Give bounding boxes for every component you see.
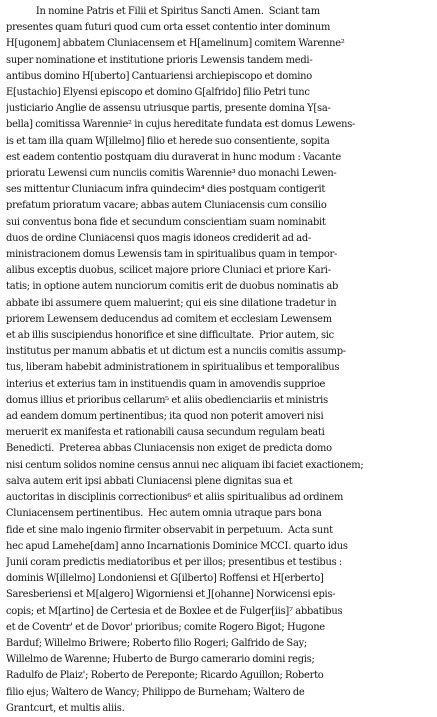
text-line: Saresberiensi et M[algero] Wigorniensi et J[ohanne] Norwicensi epis- — [6, 589, 336, 601]
text-line: hec apud Lamehe[dam] anno Incarnationis Dominice MCCI. quarto idus — [6, 540, 348, 552]
text-line: salva autem erit ipsi abbati Cluniacensi plene dignitas sua et — [6, 475, 293, 487]
text-line: ministracionem domus Lewensis tam in spiritualibus quam in tempor- — [6, 249, 338, 261]
text-line: dominis W[illelmo] Londoniensi et G[ilberto] Roffensi et H[erberto] — [6, 573, 324, 585]
text-line: super nominatione et institutione prioris Lewensis tandem medi- — [6, 54, 313, 66]
text-line: prioratu Lewensi cum nunciis comitis Warennie³ duo monachi Lewen- — [6, 168, 337, 180]
text-line: fide et sine malo ingenio firmiter observabit in perpetuum. Acta sunt — [6, 524, 333, 536]
text-line: institutus per manum abbatis et ut dictum est a nunciis comitis assump- — [6, 346, 346, 358]
text-line: bella] comitissa Warennie² in cujus hereditate fundata est domus Lewens- — [6, 119, 356, 131]
text-line: et ab illis suscipiendus honorifice et sine difficultate. Prior autem, sic — [6, 330, 334, 342]
text-line: priorem Lewensem deducendus ad comitem et ecclesiam Lewensem — [6, 313, 332, 325]
text-line: auctoritas in disciplinis correctionibus⁶ et aliis spiritualibus ad ordinem — [6, 492, 344, 504]
text-line: et de Coventr' et de Dovor' prioribus; comite Rogero Bigot; Hugone — [6, 621, 325, 633]
text-line: interius et exterius tam in instituendis quam in amovendis supprioe — [6, 378, 326, 390]
text-line: alibus exceptis duobus, scilicet majore priore Cluniaci et priore Kari- — [6, 265, 331, 277]
text-line: nisi centum solidos nomine census annui nec aliquam ibi faciet exactionem; — [6, 459, 364, 471]
text-line: Cluniacensem pertinentibus. Hec autem omnia utraque pars bona — [6, 508, 322, 520]
text-line: Barduf; Willelmo Briwere; Roberto filio Rogeri; Galfrido de Say; — [6, 637, 307, 649]
text-line: sui conventus bona fide et secundum conscientiam suam nominabit — [6, 216, 326, 228]
text-line: antibus domino H[uberto] Cantuariensi archiepiscopo et domino — [6, 70, 312, 82]
text-line: est eadem contentio postquam diu duraverat in hunc modum : Vacante — [6, 151, 341, 163]
text-line: Junii coram predictis mediatoribus et per illos; presentibus et testibus : — [6, 556, 342, 568]
text-line: copis; et M[artino] de Certesia et de Boxlee et de Fulger[iis]⁷ abbatibus — [6, 605, 343, 617]
text-line: tus, liberam habebit administrationem in spiritualibus et temporalibus — [6, 362, 340, 374]
text-line: ad eandem domum pertinentibus; ita quod non poterit amoveri nisi — [6, 411, 324, 423]
text-line: is et tam illa quam W[illelmo] filio et herede suo consentiente, sopita — [6, 135, 330, 147]
text-line: ses mittentur Cluniacum infra quindecim⁴ dies postquam contigerit — [6, 184, 326, 196]
text-line: duos de ordine Cluniacensi quos magis idoneos crediderit ad ad- — [6, 232, 312, 244]
text-line: tatis; in optione autem nunciorum comitis erit de duobus nominatis ab — [6, 281, 339, 293]
text-line: filio ejus; Waltero de Wancy; Philippo de Burneham; Waltero de — [6, 686, 305, 698]
text-line: presentes quam futuri quod cum orta esset contentio inter dominum — [6, 22, 331, 34]
text-line: In nomine Patris et Filii et Spiritus Sancti Amen. Sciant tam — [6, 6, 320, 17]
text-line: E[ustachio] Elyensi episcopo et domino G[alfrido] filio Petri tunc — [6, 87, 310, 99]
text-line: justiciario Anglie de assensu utriusque partis, presente domina Y[sa- — [6, 103, 331, 115]
text-line: Radulfo de Plaiz'; Roberto de Pereponte; Ricardo Aguillon; Roberto — [6, 670, 324, 682]
text-line: abbate ibi assumere quem maluerint; qui eis sine dilatione tradetur in — [6, 297, 337, 309]
text-line: H[ugonem] abbatem Cluniacensem et H[amelinum] comitem Warenne² — [6, 38, 345, 50]
text-line: Grantcurt, et multis aliis. — [6, 702, 125, 714]
text-line: meruerit ex manifesta et rationabili causa secundum regulam beati — [6, 427, 325, 439]
text-line: Willelmo de Warenne; Huberto de Burgo camerario domini regis; — [6, 654, 315, 666]
text-line: domus illius et prioribus cellarum⁵ et aliis obedienciariis et ministris — [6, 394, 328, 406]
text-line: Benedicti. Preterea abbas Cluniacensis non exiget de predicta domo — [6, 443, 332, 455]
charter-text — [6, 4, 431, 717]
text-line: prefatum prioratum vacare; abbas autem Cluniacensis cum consilio — [6, 200, 327, 212]
